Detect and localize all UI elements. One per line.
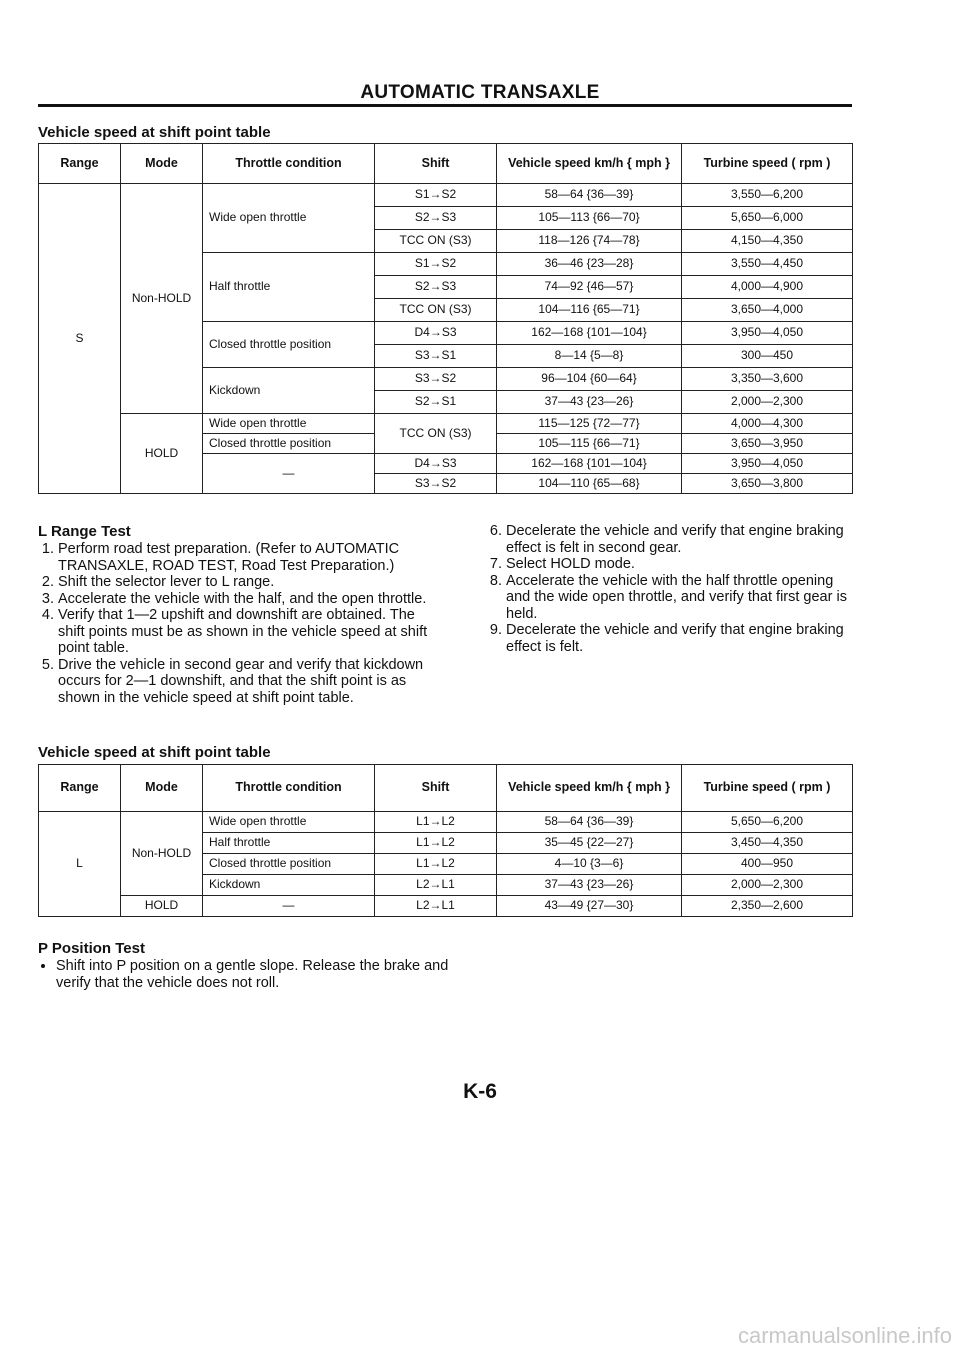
page-title: AUTOMATIC TRANSAXLE <box>360 82 600 103</box>
shift-cell: L1→L2 <box>375 812 497 833</box>
header-throttle: Throttle condition <box>203 765 375 812</box>
header-shift: Shift <box>375 144 497 184</box>
shift-cell: TCC ON (S3) <box>375 230 497 253</box>
turbine-cell: 3,550—4,450 <box>682 253 853 276</box>
speed-cell: 58—64 {36—39} <box>497 184 682 207</box>
header-mode: Mode <box>121 765 203 812</box>
turbine-cell: 3,950—4,050 <box>682 322 853 345</box>
speed-cell: 96—104 {60—64} <box>497 368 682 391</box>
shift-cell: D4→S3 <box>375 454 497 474</box>
title-rule <box>38 104 852 107</box>
throttle-cell: Closed throttle position <box>203 434 375 454</box>
speed-cell: 74—92 {46—57} <box>497 276 682 299</box>
shift-cell: L2→L1 <box>375 875 497 896</box>
list-item: 7. Select HOLD mode. <box>506 556 856 573</box>
turbine-cell: 3,650—3,950 <box>682 434 853 454</box>
watermark: carmanualsonline.info <box>737 1323 952 1348</box>
header-vehicle-speed: Vehicle speed km/h { mph } <box>497 144 682 184</box>
shift-point-table-l <box>38 764 853 917</box>
p-position-test-bullets <box>38 958 468 991</box>
l-range-test-left-column <box>38 523 438 706</box>
shift-cell: S1→S2 <box>375 184 497 207</box>
turbine-cell: 3,650—3,800 <box>682 474 853 494</box>
speed-cell: 8—14 {5—8} <box>497 345 682 368</box>
header-throttle: Throttle condition <box>203 144 375 184</box>
speed-cell: 36—46 {23—28} <box>497 253 682 276</box>
turbine-cell: 4,000—4,300 <box>682 414 853 434</box>
speed-cell: 104—116 {65—71} <box>497 299 682 322</box>
turbine-cell: 3,650—4,000 <box>682 299 853 322</box>
speed-cell: 115—125 {72—77} <box>497 414 682 434</box>
list-item: 6. Decelerate the vehicle and verify that engine braking effect is felt in second gear. <box>506 523 856 556</box>
shift-cell: TCC ON (S3) <box>375 299 497 322</box>
speed-cell: 35—45 {22—27} <box>497 833 682 854</box>
shift-cell: TCC ON (S3) <box>375 414 497 454</box>
speed-cell: 118—126 {74—78} <box>497 230 682 253</box>
speed-cell: 105—115 {66—71} <box>497 434 682 454</box>
mode-cell: HOLD <box>121 414 203 494</box>
turbine-cell: 3,450—4,350 <box>682 833 853 854</box>
turbine-cell: 4,000—4,900 <box>682 276 853 299</box>
speed-cell: 37—43 {23—26} <box>497 875 682 896</box>
shift-cell: S2→S3 <box>375 276 497 299</box>
throttle-cell: Kickdown <box>203 875 375 896</box>
l-range-test-title: L Range Test <box>38 523 131 540</box>
speed-cell: 43—49 {27—30} <box>497 896 682 917</box>
table2-caption: Vehicle speed at shift point table <box>38 744 271 761</box>
turbine-cell: 300—450 <box>682 345 853 368</box>
shift-cell: S3→S1 <box>375 345 497 368</box>
shift-point-table-s <box>38 143 853 494</box>
shift-cell: S1→S2 <box>375 253 497 276</box>
shift-cell: S2→S1 <box>375 391 497 414</box>
speed-cell: 162—168 {101—104} <box>497 454 682 474</box>
header-turbine-speed: Turbine speed ( rpm ) <box>682 765 853 812</box>
header-mode: Mode <box>121 144 203 184</box>
throttle-cell: Half throttle <box>203 833 375 854</box>
p-position-test <box>38 940 468 991</box>
speed-cell: 58—64 {36—39} <box>497 812 682 833</box>
throttle-cell: Half throttle <box>203 253 375 322</box>
turbine-cell: 3,350—3,600 <box>682 368 853 391</box>
throttle-cell: — <box>203 454 375 494</box>
throttle-cell: Wide open throttle <box>203 414 375 434</box>
turbine-cell: 2,000—2,300 <box>682 875 853 896</box>
range-cell: L <box>39 812 121 917</box>
speed-cell: 104—110 {65—68} <box>497 474 682 494</box>
shift-cell: L1→L2 <box>375 833 497 854</box>
turbine-cell: 5,650—6,200 <box>682 812 853 833</box>
l-range-test-right-column <box>486 523 856 655</box>
list-item: • Shift into P position on a gentle slope. Release the brake and verify that the vehicle does not roll. <box>56 958 468 991</box>
mode-cell: Non-HOLD <box>121 184 203 414</box>
list-item: 8. Accelerate the vehicle with the half throttle opening and the wide open throttle, and verify that first gear is held. <box>506 573 856 623</box>
shift-cell: S2→S3 <box>375 207 497 230</box>
speed-cell: 4—10 {3—6} <box>497 854 682 875</box>
list-item: 3. Accelerate the vehicle with the half, and the open throttle. <box>58 591 438 608</box>
header-shift: Shift <box>375 765 497 812</box>
list-item: 4. Verify that 1—2 upshift and downshift are obtained. The shift points must be as shown in the vehicle speed at shift point table. <box>58 607 438 657</box>
mode-cell: Non-HOLD <box>121 812 203 896</box>
speed-cell: 105—113 {66—70} <box>497 207 682 230</box>
turbine-cell: 4,150—4,350 <box>682 230 853 253</box>
table1-caption: Vehicle speed at shift point table <box>38 124 271 141</box>
mode-cell: HOLD <box>121 896 203 917</box>
range-cell: S <box>39 184 121 494</box>
throttle-cell: — <box>203 896 375 917</box>
speed-cell: 37—43 {23—26} <box>497 391 682 414</box>
throttle-cell: Closed throttle position <box>203 322 375 368</box>
shift-cell: D4→S3 <box>375 322 497 345</box>
shift-cell: L2→L1 <box>375 896 497 917</box>
list-item: 1. Perform road test preparation. (Refer to AUTOMATIC TRANSAXLE, ROAD TEST, Road Test Preparation.) <box>58 541 438 574</box>
throttle-cell: Closed throttle position <box>203 854 375 875</box>
throttle-cell: Kickdown <box>203 368 375 414</box>
turbine-cell: 2,350—2,600 <box>682 896 853 917</box>
turbine-cell: 3,550—6,200 <box>682 184 853 207</box>
turbine-cell: 400—950 <box>682 854 853 875</box>
header-turbine-speed: Turbine speed ( rpm ) <box>682 144 853 184</box>
shift-cell: S3→S2 <box>375 368 497 391</box>
list-item: 2. Shift the selector lever to L range. <box>58 574 438 591</box>
header-range: Range <box>39 144 121 184</box>
list-item: 9. Decelerate the vehicle and verify that engine braking effect is felt. <box>506 622 856 655</box>
p-position-test-title: P Position Test <box>38 940 145 957</box>
speed-cell: 162—168 {101—104} <box>497 322 682 345</box>
page-number: K-6 <box>463 1080 497 1103</box>
throttle-cell: Wide open throttle <box>203 812 375 833</box>
throttle-cell: Wide open throttle <box>203 184 375 253</box>
list-item: 5. Drive the vehicle in second gear and verify that kickdown occurs for 2—1 downshift, and that the shift point is as shown in the vehicle speed at shift point table. <box>58 657 438 707</box>
l-range-test-steps-right <box>486 523 856 655</box>
l-range-test-steps-left <box>38 541 438 706</box>
turbine-cell: 2,000—2,300 <box>682 391 853 414</box>
header-range: Range <box>39 765 121 812</box>
shift-cell: L1→L2 <box>375 854 497 875</box>
turbine-cell: 3,950—4,050 <box>682 454 853 474</box>
turbine-cell: 5,650—6,000 <box>682 207 853 230</box>
shift-cell: S3→S2 <box>375 474 497 494</box>
header-vehicle-speed: Vehicle speed km/h { mph } <box>497 765 682 812</box>
